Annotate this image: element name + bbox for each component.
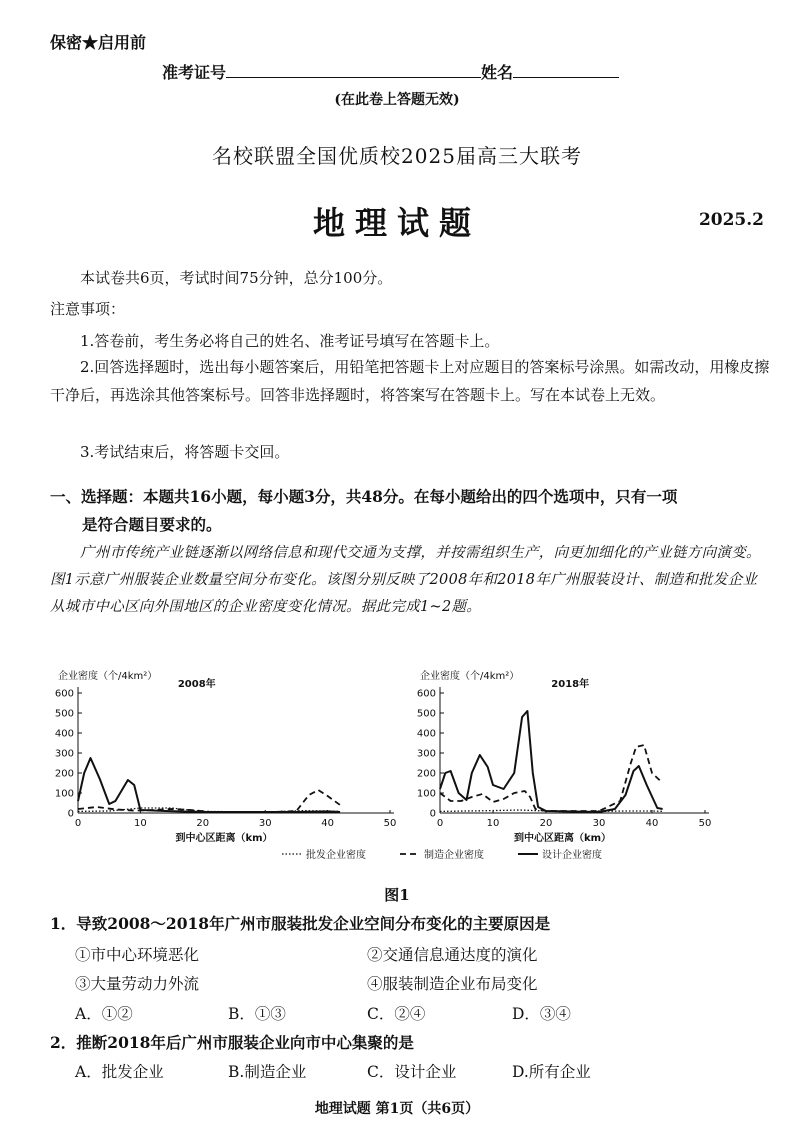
x-tick-label: 30 xyxy=(258,818,272,829)
reading-material: 广州市传统产业链逐渐以网络信息和现代交通为支撑，并按需组织生产，向更加细化的产业链方向演变。图1示意广州服装企业数量空间分布变化。该图分别反映了2008年和2018年广州服装设计、制造和批发企业从城市中心区向外围地区的企业密度变化情况。据此完成1~2题。 xyxy=(50,545,761,615)
question-1-option-b[interactable]: B．①③ xyxy=(228,1005,286,1023)
x-tick-label: 0 xyxy=(74,818,82,829)
x-tick-label: 10 xyxy=(486,818,500,829)
notice-item: 1.答卷前，考生务必将自己的姓名、准考证号填写在答题卡上。 xyxy=(80,332,500,350)
series-line-solid xyxy=(78,758,340,812)
x-tick-label: 50 xyxy=(383,818,397,829)
y-tick-label: 500 xyxy=(416,708,436,720)
question-1-stem: 1．导致2008～2018年广州市服装批发企业空间分布变化的主要原因是 xyxy=(50,914,551,933)
x-tick-label: 40 xyxy=(645,818,659,829)
chart-title: 2018年 xyxy=(551,679,590,690)
exam-id-field[interactable] xyxy=(226,63,481,78)
name-field[interactable] xyxy=(513,63,619,78)
y-tick-label: 0 xyxy=(429,808,436,820)
invalid-note: (在此卷上答题无效) xyxy=(334,92,460,108)
x-tick-label: 20 xyxy=(196,818,210,829)
question-1-option-c[interactable]: C．②④ xyxy=(367,1005,426,1023)
y-tick-label: 200 xyxy=(54,768,74,780)
chart-2008 xyxy=(55,669,396,844)
y-tick-label: 0 xyxy=(67,808,74,820)
section-heading-line2: 是符合题目要求的。 xyxy=(82,515,222,534)
notice-title: 注意事项： xyxy=(50,300,126,318)
question-1-option-d[interactable]: D．③④ xyxy=(512,1005,571,1023)
question-1-item: ③大量劳动力外流 xyxy=(75,975,200,993)
x-tick-label: 50 xyxy=(698,818,712,829)
y-tick-label: 100 xyxy=(54,788,74,800)
question-2-option-b[interactable]: B.制造企业 xyxy=(228,1063,307,1081)
x-tick-label: 40 xyxy=(321,818,334,829)
y-tick-label: 400 xyxy=(416,728,436,740)
legend-label: 制造企业密度 xyxy=(424,850,484,861)
chart-2018 xyxy=(417,669,711,844)
question-2-stem: 2．推断2018年后广州市服装企业向市中心集聚的是 xyxy=(50,1033,414,1052)
y-tick-label: 300 xyxy=(416,748,436,760)
y-tick-label: 500 xyxy=(54,708,74,720)
notice-item: 3.考试结束后，将答题卡交回。 xyxy=(80,443,290,461)
question-1-option-a[interactable]: A．①② xyxy=(75,1005,133,1023)
question-1-item: ②交通信息通达度的演化 xyxy=(367,946,538,964)
y-tick-label: 100 xyxy=(416,788,436,800)
exam-title: 名校联盟全国优质校2025届高三大联考 xyxy=(212,144,582,168)
page-footer: 地理试题 第1页（共6页） xyxy=(314,1101,480,1117)
question-1-item: ①市中心环境恶化 xyxy=(75,946,200,964)
notice-item: 2.回答选择题时，选出每小题答案后，用铅笔把答题卡上对应题目的答案标号涂黑。如需改动，用橡皮擦干净后，再选涂其他答案标号。回答非选择题时，将答案写在答题卡上。写在本试卷上无效。 xyxy=(50,358,770,404)
series-line-dashed xyxy=(440,745,663,811)
chart-title: 2008年 xyxy=(177,679,216,690)
figure-1 xyxy=(50,655,750,880)
name-label: 姓名 xyxy=(481,63,514,82)
question-2-option-c[interactable]: C．设计企业 xyxy=(367,1063,457,1081)
series-line-solid xyxy=(440,711,663,812)
candidate-info-line xyxy=(162,60,619,83)
section-heading-line1: 一、选择题：本题共16小题，每小题3分，共48分。在每小题给出的四个选项中，只有一项 xyxy=(50,487,678,506)
subject-title: 地理试题 xyxy=(312,204,481,242)
confidential-mark: 保密★启用前 xyxy=(50,33,147,52)
question-2-option-d[interactable]: D.所有企业 xyxy=(512,1063,591,1081)
exam-id-label: 准考证号 xyxy=(162,63,227,82)
x-tick-label: 0 xyxy=(436,818,444,829)
y-axis-label: 企业密度（个/4km²） xyxy=(58,671,158,682)
y-tick-label: 600 xyxy=(54,688,74,700)
y-tick-label: 400 xyxy=(54,728,74,740)
question-1-item: ④服装制造企业布局变化 xyxy=(367,975,538,993)
y-tick-label: 200 xyxy=(416,768,436,780)
section-heading xyxy=(50,483,770,539)
x-tick-label: 30 xyxy=(592,818,606,829)
exam-intro: 本试卷共6页，考试时间75分钟，总分100分。 xyxy=(80,269,393,287)
y-tick-label: 600 xyxy=(416,688,436,700)
legend-label: 设计企业密度 xyxy=(542,850,602,861)
figure-caption: 图1 xyxy=(384,886,410,904)
series-line-dashed xyxy=(78,790,340,812)
question-2-option-a[interactable]: A．批发企业 xyxy=(75,1063,164,1081)
y-axis-label: 企业密度（个/4km²） xyxy=(420,671,520,682)
x-axis-label: 到中心区距离（km） xyxy=(175,833,273,844)
x-tick-label: 20 xyxy=(539,818,553,829)
chart-legend xyxy=(282,848,602,861)
legend-label: 批发企业密度 xyxy=(306,850,366,861)
x-tick-label: 10 xyxy=(134,818,147,829)
x-axis-label: 到中心区距离（km） xyxy=(513,833,612,844)
exam-date: 2025.2 xyxy=(698,210,764,230)
y-tick-label: 300 xyxy=(54,748,74,760)
